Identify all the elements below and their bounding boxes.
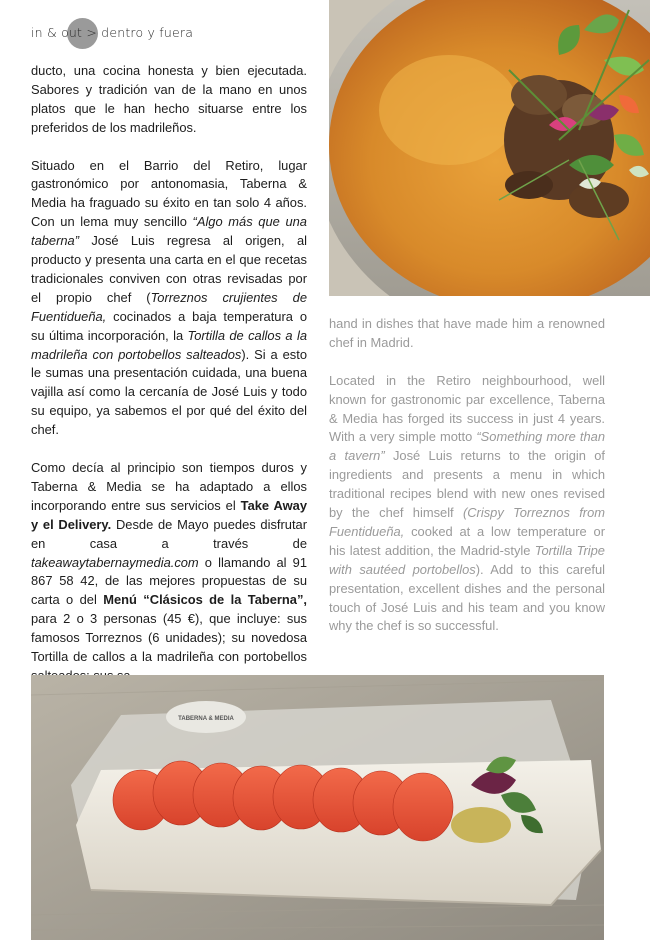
motto-en: “Something more than a tavern” bbox=[329, 429, 606, 464]
text-run: Situado en el Barrio del Retiro, lugar gastronómico por antonomasia, Taberna & Media ha fraguado su éxito en tan solo 4 años. Con un lema muy sencillo bbox=[31, 157, 307, 230]
text-run: cocinados a baja temperatura o su última incorporación, la bbox=[31, 308, 307, 343]
text-run: o llamando al 91 867 58 42, de las mejores propuestas de su carta o del bbox=[31, 554, 307, 608]
paragraph-es-1: ducto, una cocina honesta y bien ejecutada. Sabores y tradición van de la mano en unos platos que le han hecho situarse entre los preferidos de los madrileños. bbox=[31, 63, 307, 135]
service-take-away: Take Away y el Delivery. bbox=[31, 497, 307, 532]
paragraph-es-3 bbox=[31, 459, 307, 686]
text-run: Located in the Retiro neighbourhood, well known for gastronomic par excellence, Taberna & Media has forged its success in just 4 years. With a very simple motto bbox=[329, 372, 605, 445]
menu-name: Menú “Clásicos de la Taberna”, bbox=[103, 592, 307, 608]
section-header bbox=[31, 22, 193, 44]
text-run: José Luis returns to the origin of ingredients and presents a menu in which traditional recipes blend with new ones revised by the chef himself bbox=[329, 448, 606, 521]
paragraph-en-2 bbox=[329, 372, 605, 637]
paragraph-es-2 bbox=[31, 157, 307, 441]
dish-tortilla-en: Tortilla Tripe with sautéed portobellos bbox=[329, 542, 605, 577]
box-logo: TABERNA & MEDIA bbox=[178, 716, 234, 722]
dish-torreznos-es: Torreznos crujientes de Fuentidueña, bbox=[31, 289, 307, 324]
text-run: ). Add to this careful presentation, excellent dishes and the personal touch of José Luis and his team and you know why the chef is so successful. bbox=[329, 561, 605, 634]
website-link[interactable]: takeawaytabernaymedia.com bbox=[31, 554, 199, 570]
article-spanish-column bbox=[31, 62, 307, 705]
text-run: para 2 o 3 personas (45 €), que incluye: sus famosos Torreznos (6 unidades); su novedosa Tortilla de callos a la madrileña con portobellos bbox=[31, 611, 307, 665]
dish-torreznos-en: (Crispy Torreznos from Fuentidueña, bbox=[329, 505, 606, 539]
paragraph-en-1: hand in dishes that have made him a renowned chef in Madrid. bbox=[329, 316, 605, 350]
text-run: Como decía al principio son tiempos duros y Taberna & Media se ha adaptado a ellos incorporando entre sus servicios el bbox=[31, 460, 307, 513]
text-run: cooked at a low temperature or his latest addition, the Madrid-style bbox=[329, 523, 605, 558]
text-run: José Luis regresa al origen, al producto y presenta una carta en el que recetas tradicionales conviven con otras revisadas por el propio chef ( bbox=[31, 233, 307, 305]
dish-tortilla-es: Tortilla de callos a la madrileña con portobellos salteados bbox=[31, 327, 307, 362]
text-run: ). Si a esto le sumas una presentación cuidada, una buena vajilla así como la cercanía de José Luis y todo su equipo, ya sabemos el por qué del éxito del chef. bbox=[31, 346, 307, 438]
motto-es: “Algo más que una taberna” bbox=[31, 214, 307, 249]
section-title: in & out > dentro y fuera bbox=[31, 25, 194, 40]
dish-photo-bottom bbox=[31, 675, 604, 940]
article-english-column bbox=[329, 315, 605, 655]
dish-photo-top bbox=[329, 0, 650, 296]
text-run: Desde de Mayo puedes disfrutar en casa a través de bbox=[31, 516, 308, 551]
